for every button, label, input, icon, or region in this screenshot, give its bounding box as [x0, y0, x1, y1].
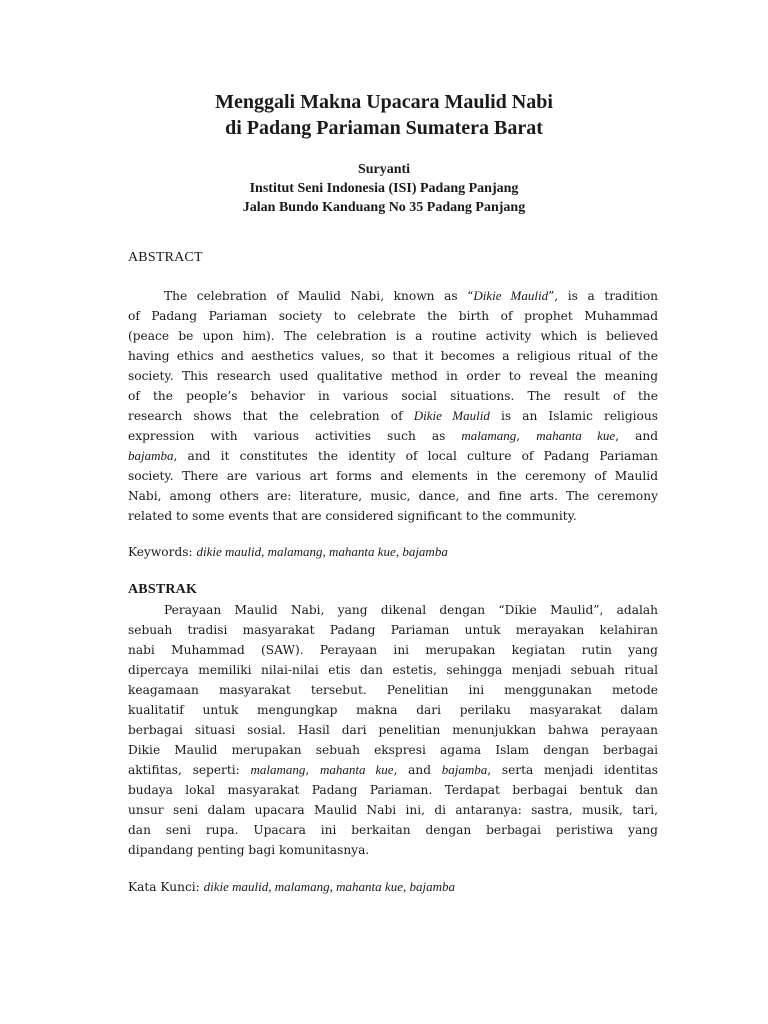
text-run: society. This research used qualitative method in order to reveal the meaning	[128, 369, 658, 383]
text-run: , and	[615, 429, 659, 443]
text-run: (peace be upon him). The celebration is a routine activity which is believed	[128, 329, 658, 343]
text-run: Perayaan Maulid Nabi, yang dikenal dengan “Dikie Maulid”, adalah	[164, 603, 658, 617]
text-run: ,	[516, 429, 537, 443]
author-block	[0, 160, 768, 217]
paragraph-line	[128, 680, 658, 700]
paragraph-line	[128, 366, 658, 386]
paragraph-line	[128, 820, 658, 840]
italic-term: mahanta kue	[536, 428, 616, 443]
author-name: Suryanti	[357, 162, 411, 177]
kata-kunci-label: Kata Kunci:	[128, 880, 204, 894]
paragraph-line	[128, 506, 658, 526]
paragraph-line	[128, 600, 658, 620]
author-institution: Institut Seni Indonesia (ISI) Padang Panjang	[249, 181, 519, 196]
text-run: keagamaan masyarakat tersebut. Penelitian ini menggunakan metode	[128, 683, 658, 697]
paper-title-line-2: di Padang Pariaman Sumatera Barat	[225, 117, 543, 139]
text-run: expression with various activities such as	[128, 429, 462, 443]
paragraph-line	[128, 346, 658, 366]
paragraph-line	[128, 466, 658, 486]
text-run: related to some events that are considered significant to the community.	[128, 509, 577, 523]
text-run: Nabi, among others are: literature, music, dance, and fine arts. The ceremony	[128, 489, 658, 503]
abstract-heading: ABSTRACT	[128, 250, 203, 265]
paragraph-line	[128, 406, 658, 426]
text-run: research shows that the celebration of	[128, 409, 414, 423]
paragraph-line	[128, 720, 658, 740]
text-run: of Padang Pariaman society to celebrate the birth of prophet Muhammad	[128, 309, 658, 323]
paragraph-line	[128, 306, 658, 326]
paragraph-line	[128, 620, 658, 640]
paragraph-line	[128, 840, 658, 860]
paragraph-line	[128, 446, 658, 466]
text-run: dipandang penting bagi komunitasnya.	[128, 843, 370, 857]
italic-term: bajamba	[128, 448, 174, 463]
italic-term: mahanta kue	[319, 762, 394, 777]
paragraph-line	[128, 486, 658, 506]
author-address: Jalan Bundo Kanduang No 35 Padang Panjang	[242, 200, 526, 215]
text-run: aktifitas, seperti:	[128, 763, 251, 777]
text-run: berbagai situasi sosial. Hasil dari penelitian menunjukkan bahwa perayaan	[128, 723, 658, 737]
italic-term: Dikie Maulid	[413, 408, 490, 423]
keywords-label: Keywords:	[128, 545, 197, 559]
text-run: , and it constitutes the identity of local culture of Padang Pariaman	[173, 449, 658, 463]
paragraph-line	[128, 426, 658, 446]
paragraph-line	[128, 740, 658, 760]
keywords-indonesian	[128, 877, 455, 897]
text-run: , serta menjadi identitas	[487, 763, 659, 777]
text-run: nabi Muhammad (SAW). Perayaan ini merupakan kegiatan rutin yang	[128, 643, 658, 657]
text-run: The celebration of Maulid Nabi, known as “	[164, 289, 474, 303]
text-run: is an Islamic religious	[489, 409, 658, 423]
paragraph-line	[128, 700, 658, 720]
paragraph-line	[128, 386, 658, 406]
text-run: budaya lokal masyarakat Padang Pariaman. Terdapat berbagai bentuk dan	[128, 783, 658, 797]
italic-term: Dikie Maulid	[473, 288, 549, 303]
italic-term: bajamba	[441, 762, 488, 777]
text-run: , and	[393, 763, 442, 777]
paragraph-line	[128, 660, 658, 680]
paragraph-line	[128, 780, 658, 800]
paper-title-line-1: Menggali Makna Upacara Maulid Nabi	[215, 91, 553, 113]
text-run: ,	[305, 763, 320, 777]
text-run: kualitatif untuk mengungkap makna dari perilaku masyarakat dalam	[128, 703, 658, 717]
paragraph-line	[128, 640, 658, 660]
paragraph-line	[128, 286, 658, 306]
italic-term: malamang	[250, 762, 306, 777]
text-run: unsur seni dalam upacara Maulid Nabi ini, di antaranya: sastra, musik, tari,	[128, 803, 658, 817]
text-run: dan seni rupa. Upacara ini berkaitan dengan berbagai peristiwa yang	[128, 823, 658, 837]
abstrak-indonesian-body	[128, 600, 658, 860]
paragraph-line	[128, 326, 658, 346]
kata-kunci-value: dikie maulid, malamang, mahanta kue, bajamba	[203, 879, 455, 894]
keywords-value: dikie maulid, malamang, mahanta kue, bajamba	[196, 544, 448, 559]
abstract-english-body	[128, 286, 658, 526]
text-run: dipercaya memiliki nilai-nilai etis dan estetis, sehingga menjadi sebuah ritual	[128, 663, 658, 677]
text-run: society. There are various art forms and elements in the ceremony of Maulid	[128, 469, 658, 483]
text-run: Dikie Maulid merupakan sebuah ekspresi agama Islam dengan berbagai	[128, 743, 658, 757]
keywords-english	[128, 542, 448, 562]
italic-term: malamang	[461, 428, 517, 443]
abstrak-heading: ABSTRAK	[128, 582, 198, 597]
paragraph-line	[128, 800, 658, 820]
text-run: ”, is a tradition	[548, 289, 658, 303]
text-run: sebuah tradisi masyarakat Padang Pariaman untuk merayakan kelahiran	[128, 623, 658, 637]
text-run: having ethics and aesthetics values, so that it becomes a religious ritual of the	[128, 349, 658, 363]
paragraph-line	[128, 760, 658, 780]
text-run: of the people’s behavior in various social situations. The result of the	[128, 389, 658, 403]
